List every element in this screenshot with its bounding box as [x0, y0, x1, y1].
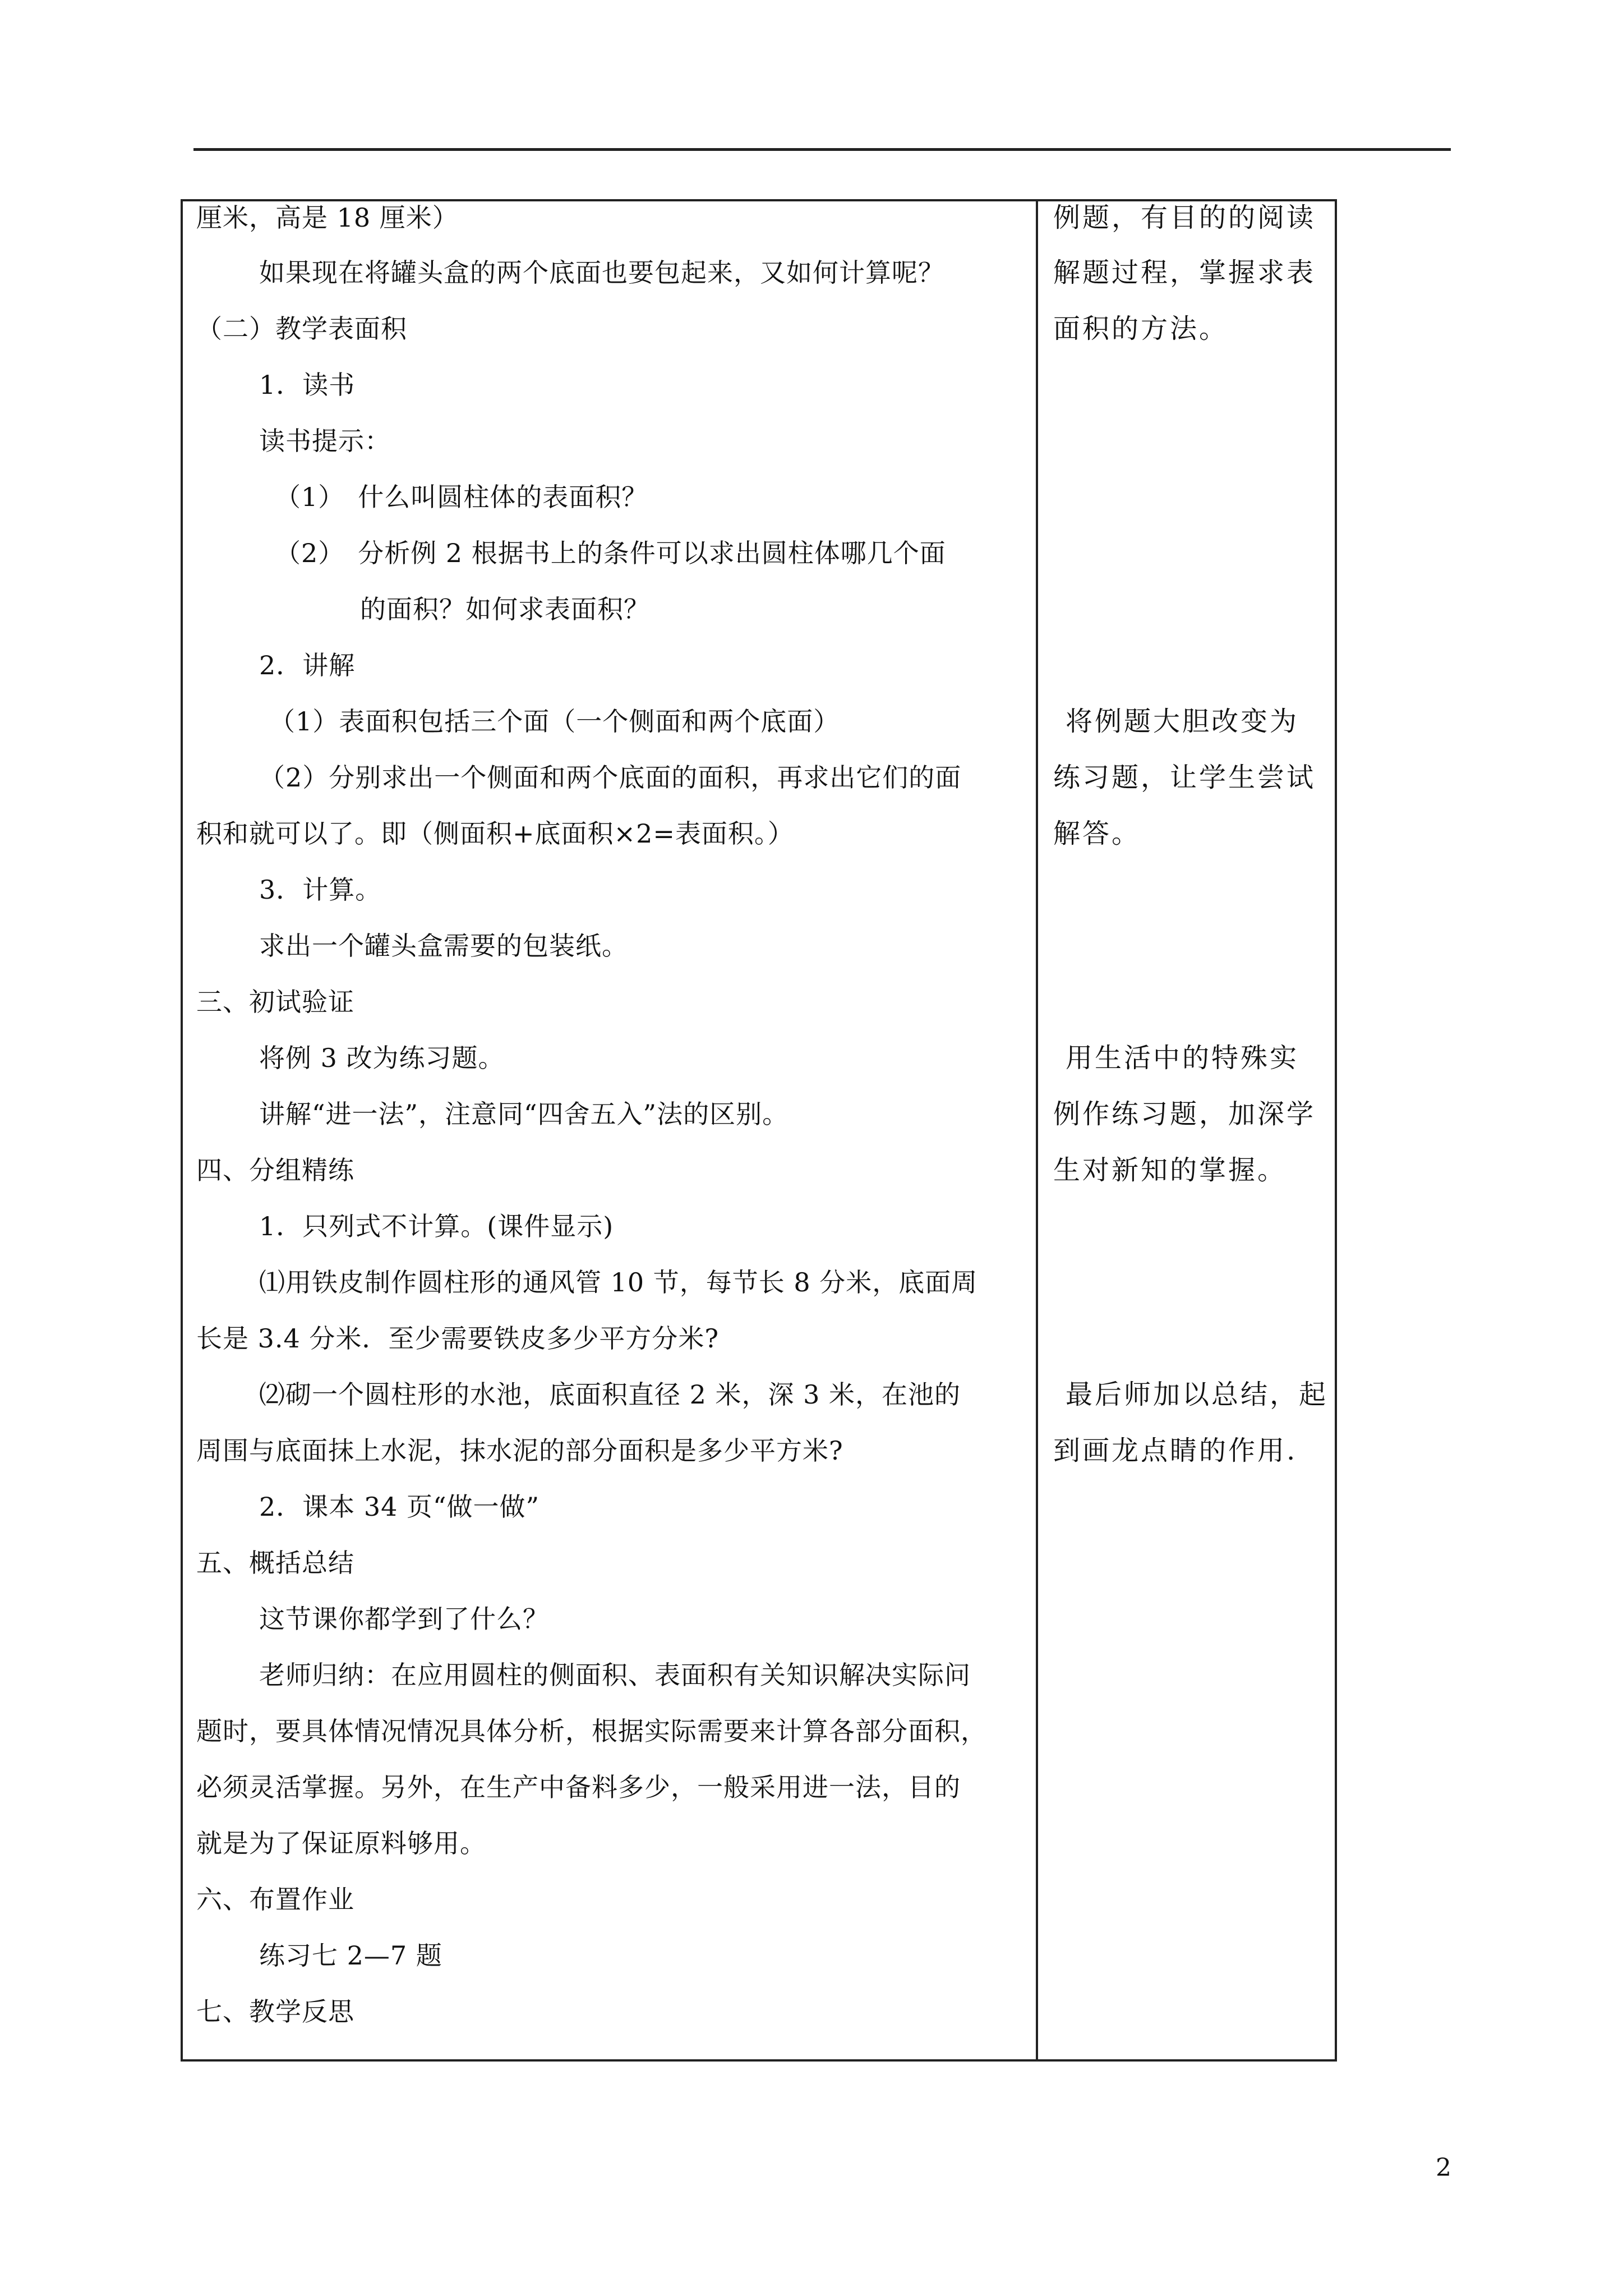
main-line: 就是为了保证原料够用。	[196, 1828, 486, 1858]
note-line: 例作练习题，加深学	[1053, 1098, 1316, 1130]
note-line: 用生活中的特殊实	[1066, 1042, 1299, 1074]
note-line: 面积的方法。	[1053, 313, 1229, 344]
main-line: 3．计算。	[259, 875, 382, 905]
section-heading: 三、初试验证	[196, 987, 354, 1017]
main-line: 将例 3 改为练习题。	[259, 1043, 505, 1073]
note-line: 最后师加以总结，起	[1066, 1379, 1329, 1410]
main-line: 2．讲解	[259, 650, 356, 680]
section-heading: 七、教学反思	[196, 1996, 354, 2027]
main-line: （1） 什么叫圆柱体的表面积？	[275, 482, 648, 512]
main-line: 讲解“进一法”，注意同“四舍五入”法的区别。	[259, 1099, 789, 1129]
note-line: 将例题大胆改变为	[1066, 706, 1299, 737]
main-line: 2．课本 34 页“做一做”	[259, 1492, 540, 1522]
main-line: 1．只列式不计算。(课件显示)	[259, 1211, 614, 1241]
main-line: 1．读书	[259, 370, 356, 400]
main-line: 必须灵活掌握。另外，在生产中备料多少，一般采用进一法，目的	[196, 1772, 961, 1802]
note-line: 例题，有目的的阅读	[1053, 202, 1316, 233]
note-line: 解答。	[1053, 818, 1141, 849]
main-line: 如果现在将罐头盒的两个底面也要包起来，又如何计算呢？	[259, 257, 944, 288]
column-divider	[1036, 199, 1038, 2062]
main-line: 读书提示：	[259, 426, 391, 456]
main-line: 求出一个罐头盒需要的包装纸。	[259, 931, 628, 961]
main-line: （2）分别求出一个侧面和两个底面的面积，再求出它们的面	[259, 762, 962, 793]
main-line: （1）表面积包括三个面（一个侧面和两个底面）	[269, 706, 840, 737]
main-line: （2） 分析例 2 根据书上的条件可以求出圆柱体哪几个面	[275, 538, 946, 568]
note-line: 生对新知的掌握。	[1053, 1154, 1287, 1186]
main-line: 这节课你都学到了什么？	[259, 1604, 549, 1634]
section-heading: 五、概括总结	[196, 1548, 354, 1578]
main-line: 练习七 2—7 题	[259, 1940, 442, 1971]
page-number: 2	[1436, 2154, 1451, 2182]
main-line: 题时，要具体情况情况具体分析，根据实际需要来计算各部分面积，	[196, 1716, 987, 1746]
section-heading: 六、布置作业	[196, 1884, 354, 1915]
section-heading: （二）教学表面积	[196, 314, 407, 344]
main-line: 长是 3.4 分米．至少需要铁皮多少平方分米?	[196, 1323, 720, 1354]
main-line: 的面积？如何求表面积？	[360, 594, 650, 624]
main-line: 周围与底面抹上水泥，抹水泥的部分面积是多少平方米?	[196, 1435, 843, 1466]
main-line: ⑵砌一个圆柱形的水池，底面积直径 2 米，深 3 米，在池的	[259, 1379, 961, 1410]
main-line: 积和就可以了。即（侧面积+底面积×2=表面积。）	[196, 818, 794, 849]
section-heading: 四、分组精练	[196, 1155, 354, 1185]
main-line: 厘米，高是 18 厘米）	[196, 203, 459, 233]
main-line: 老师归纳：在应用圆柱的侧面积、表面积有关知识解决实际问	[259, 1660, 971, 1690]
note-line: 解题过程，掌握求表	[1053, 257, 1316, 288]
header-rule	[193, 148, 1451, 151]
note-line: 到画龙点睛的作用.	[1053, 1435, 1298, 1466]
note-line: 练习题，让学生尝试	[1053, 762, 1316, 793]
main-line: ⑴用铁皮制作圆柱形的通风管 10 节，每节长 8 分米，底面周	[259, 1267, 978, 1297]
